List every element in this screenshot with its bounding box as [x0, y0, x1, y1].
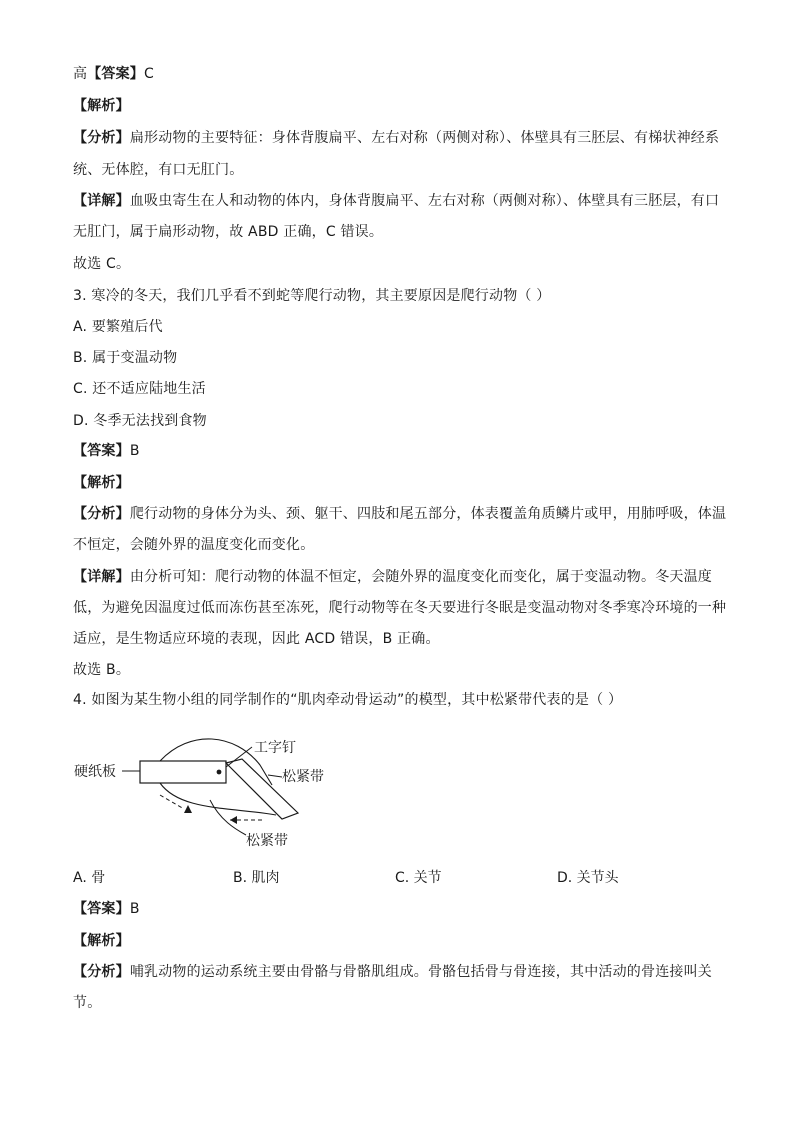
q3-xiangjie-line2: 低，为避免因温度过低而冻伤甚至冻死，爬行动物等在冬天要进行冬眠是变温动物对冬季寒冷环境的一种	[73, 600, 727, 616]
lower-band-leader	[210, 800, 246, 835]
q4-answer-line	[73, 899, 140, 919]
q2-fenxi-tag: 【分析】	[73, 130, 130, 146]
q2-fenxi-line2: 统、无体腔，有口无肛门。	[73, 162, 244, 178]
q2-xiangjie-line1	[73, 191, 719, 211]
q4-fenxi-line2: 节。	[73, 995, 102, 1011]
q2-xiangjie-text1: 血吸虫寄生在人和动物的体内，身体背腹扁平、左右对称（两侧对称）、体壁具有三胚层，有口	[129, 193, 720, 209]
q3-jiexi-heading: 【解析】	[73, 475, 130, 491]
q4-option-b: B. 肌肉	[233, 870, 280, 886]
q3-fenxi-line1	[73, 504, 726, 524]
dashed-arrow-left	[160, 795, 184, 809]
q2-xiangjie-line2: 无肛门，属于扁形动物，故 ABD 正确，C 错误。	[73, 224, 384, 240]
q3-option-a: A. 要繁殖后代	[73, 319, 163, 335]
upper-band-label-leader	[268, 775, 282, 777]
label-cardboard: 硬纸板	[74, 764, 116, 780]
q3-option-c: C. 还不适应陆地生活	[73, 381, 206, 397]
q4-option-c: C. 关节	[395, 870, 442, 886]
q4-fenxi-text1: 哺乳动物的运动系统主要由骨骼与骨骼肌组成。骨骼包括骨与骨连接，其中活动的骨连接叫关	[129, 964, 713, 980]
q3-option-d: D. 冬季无法找到食物	[73, 413, 207, 429]
q2-answer-value: C	[144, 66, 154, 82]
arrow-head-up-icon	[184, 805, 192, 813]
q4-fenxi-line1	[73, 962, 712, 982]
q4-fenxi-tag: 【分析】	[73, 964, 130, 980]
q3-answer-line	[73, 441, 140, 461]
q4-jiexi-heading: 【解析】	[73, 933, 130, 949]
label-band-lower: 松紧带	[246, 833, 288, 849]
label-band-upper: 松紧带	[282, 769, 324, 785]
q3-xiangjie-line1	[73, 567, 712, 587]
q4-option-a: A. 骨	[73, 870, 106, 886]
q2-choose: 故选 C。	[73, 256, 131, 272]
q2-fenxi-line1	[73, 128, 719, 148]
q3-stem: 3. 寒冷的冬天，我们几乎看不到蛇等爬行动物，其主要原因是爬行动物（ ）	[73, 288, 551, 304]
q4-stem: 4. 如图为某生物小组的同学制作的“肌肉牵动骨运动”的模型，其中松紧带代表的是（ ）	[73, 692, 623, 708]
q3-answer-tag: 【答案】	[73, 443, 130, 459]
q2-answer-line	[73, 64, 154, 84]
q3-xiangjie-line3: 适应，是生物适应环境的表现，因此 ACD 错误，B 正确。	[73, 631, 440, 647]
q3-fenxi-tag: 【分析】	[73, 506, 130, 522]
q2-jiexi-heading: 【解析】	[73, 98, 130, 114]
q3-choose: 故选 B。	[73, 662, 131, 678]
q2-answer-tag: 【答案】	[87, 66, 145, 82]
pin-icon	[217, 770, 222, 775]
q4-answer-value: B	[129, 901, 140, 917]
q3-fenxi-line2: 不恒定，会随外界的温度变化而变化。	[73, 537, 315, 553]
q3-option-b: B. 属于变温动物	[73, 350, 178, 366]
q3-answer-value: B	[129, 443, 140, 459]
q3-xiangjie-tag: 【详解】	[73, 569, 130, 585]
q2-fenxi-text1: 扁形动物的主要特征：身体背腹扁平、左右对称（两侧对称）、体壁具有三胚层、有梯状神经系	[129, 130, 720, 146]
q4-answer-tag: 【答案】	[73, 901, 130, 917]
q3-fenxi-text1: 爬行动物的身体分为头、颈、躯干、四肢和尾五部分，体表覆盖角质鳞片或甲，用肺呼吸，体温	[129, 506, 727, 522]
q2-xiangjie-tag: 【详解】	[73, 193, 130, 209]
q2-answer-prefix: 高	[73, 66, 88, 82]
muscle-bone-model-figure	[60, 725, 360, 855]
q3-xiangjie-text1: 由分析可知：爬行动物的体温不恒定，会随外界的温度变化而变化，属于变温动物。冬天温度	[129, 569, 713, 585]
label-pin: 工字钉	[254, 740, 296, 756]
upper-cardboard-bar	[140, 761, 226, 783]
arrow-head-left-icon	[230, 816, 237, 824]
q4-option-d: D. 关节头	[557, 870, 619, 886]
